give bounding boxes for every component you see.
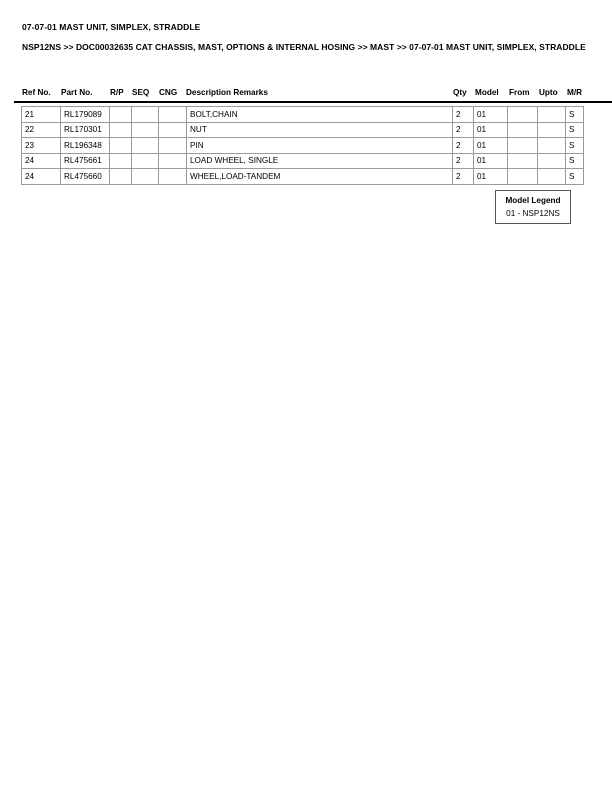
cell-mr: S [566, 122, 584, 138]
cell-rp [110, 169, 132, 185]
cell-mr: S [566, 107, 584, 123]
header-qty: Qty [453, 88, 467, 97]
cell-seq [132, 153, 159, 169]
header-ref-no: Ref No. [22, 88, 51, 97]
cell-description: PIN [187, 138, 453, 154]
cell-part-no: RL196348 [61, 138, 110, 154]
cell-upto [538, 169, 566, 185]
cell-qty: 2 [453, 153, 474, 169]
header-cng: CNG [159, 88, 178, 97]
cell-from [508, 122, 538, 138]
page-title: 07-07-01 MAST UNIT, SIMPLEX, STRADDLE [22, 22, 201, 32]
cell-rp [110, 107, 132, 123]
model-legend-title: Model Legend [505, 196, 561, 205]
header-part-no: Part No. [61, 88, 93, 97]
cell-cng [159, 107, 187, 123]
cell-part-no: RL475660 [61, 169, 110, 185]
cell-rp [110, 138, 132, 154]
cell-ref-no: 24 [22, 169, 61, 185]
cell-seq [132, 138, 159, 154]
cell-from [508, 138, 538, 154]
cell-model: 01 [474, 138, 508, 154]
table-header [0, 88, 612, 98]
cell-rp [110, 153, 132, 169]
cell-mr: S [566, 138, 584, 154]
cell-part-no: RL179089 [61, 107, 110, 123]
cell-ref-no: 24 [22, 153, 61, 169]
cell-qty: 2 [453, 107, 474, 123]
cell-cng [159, 169, 187, 185]
cell-qty: 2 [453, 122, 474, 138]
cell-seq [132, 122, 159, 138]
cell-model: 01 [474, 153, 508, 169]
cell-from [508, 169, 538, 185]
table-row [22, 107, 584, 123]
cell-from [508, 153, 538, 169]
cell-description: BOLT,CHAIN [187, 107, 453, 123]
header-model: Model [475, 88, 499, 97]
header-from: From [509, 88, 530, 97]
cell-mr: S [566, 169, 584, 185]
cell-description: WHEEL,LOAD-TANDEM [187, 169, 453, 185]
table-row [22, 138, 584, 154]
cell-cng [159, 138, 187, 154]
cell-from [508, 107, 538, 123]
model-legend-entry: 01 - NSP12NS [506, 209, 560, 218]
header-mr: M/R [567, 88, 583, 97]
cell-ref-no: 23 [22, 138, 61, 154]
cell-seq [132, 107, 159, 123]
header-rp: R/P [110, 88, 124, 97]
header-description: Description Remarks [186, 88, 268, 97]
table-row [22, 153, 584, 169]
cell-model: 01 [474, 122, 508, 138]
parts-table-body [22, 107, 584, 185]
model-legend [495, 190, 571, 224]
header-divider [14, 101, 612, 103]
cell-seq [132, 169, 159, 185]
cell-upto [538, 107, 566, 123]
cell-part-no: RL170301 [61, 122, 110, 138]
table-row [22, 122, 584, 138]
breadcrumb: NSP12NS >> DOC00032635 CAT CHASSIS, MAST, OPTIONS & INTERNAL HOSING >> MAST >> 07-07-01 MAST UNIT, SIMPLEX, STRADDLE [22, 42, 586, 52]
cell-qty: 2 [453, 138, 474, 154]
cell-part-no: RL475661 [61, 153, 110, 169]
cell-upto [538, 153, 566, 169]
cell-upto [538, 122, 566, 138]
header-seq: SEQ [132, 88, 150, 97]
cell-cng [159, 153, 187, 169]
cell-qty: 2 [453, 169, 474, 185]
cell-ref-no: 22 [22, 122, 61, 138]
cell-model: 01 [474, 169, 508, 185]
table-row [22, 169, 584, 185]
cell-ref-no: 21 [22, 107, 61, 123]
cell-mr: S [566, 153, 584, 169]
cell-description: LOAD WHEEL, SINGLE [187, 153, 453, 169]
header-upto: Upto [539, 88, 558, 97]
cell-model: 01 [474, 107, 508, 123]
cell-cng [159, 122, 187, 138]
cell-description: NUT [187, 122, 453, 138]
parts-table [21, 106, 584, 185]
cell-rp [110, 122, 132, 138]
cell-upto [538, 138, 566, 154]
